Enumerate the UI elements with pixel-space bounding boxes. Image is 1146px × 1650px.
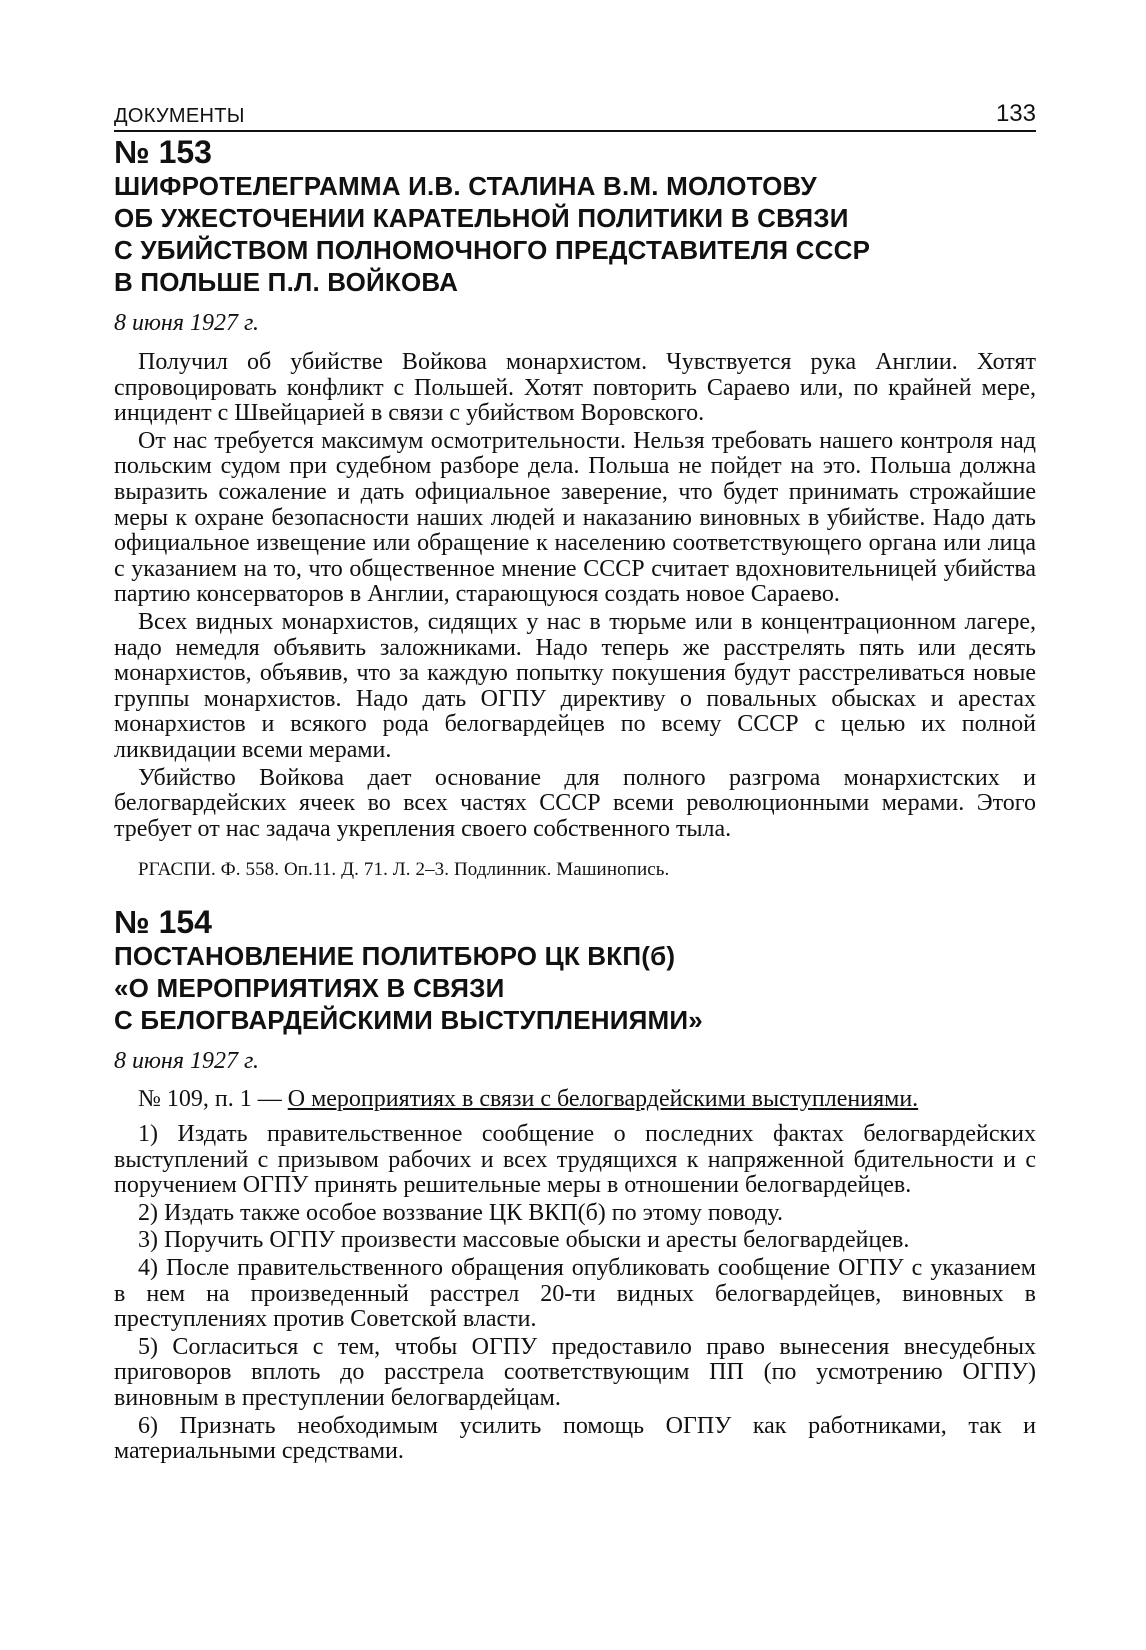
title-line: С БЕЛОГВАРДЕЙСКИМИ ВЫСТУПЛЕНИЯМИ» xyxy=(114,1005,703,1035)
body-paragraph: От нас требуется максимум осмотрительности. Нельзя требовать нашего контроля над польским судом при судебном разборе дела. Польша не пойдет на это. Польша должна выразить сожаление и дать официальное заверение, что будет принимать строжайшие меры к охране безопасности наших людей и наказанию виновных в убийстве. Надо дать официальное извещение или обращение к населению соответствующего органа или лица с указанием на то, что общественное мнение СССР считает вдохновительницей убийства партию консерваторов в Англии, старающуюся создать новое Сараево. xyxy=(114,427,1036,608)
document-title xyxy=(114,170,1036,298)
archive-source: РГАСПИ. Ф. 558. Оп.11. Д. 71. Л. 2–3. Подлинник. Машинопись. xyxy=(138,859,670,881)
resolution-item: 1) Издать правительственное сообщение о последних фактах белогвардейских выступлений с призывом рабочих и всех трудящихся к напряженной бдительности и с поручением ОГПУ принять решительные меры в отношении белогвардейцев. xyxy=(114,1121,1036,1199)
document-date: 8 июня 1927 г. xyxy=(114,1048,260,1074)
agenda-line xyxy=(114,1086,1036,1112)
agenda-title: О мероприятиях в связи с белогвардейскими выступлениями. xyxy=(287,1086,919,1112)
title-line: ОБ УЖЕСТОЧЕНИИ КАРАТЕЛЬНОЙ ПОЛИТИКИ В СВЯЗИ xyxy=(114,203,849,233)
resolution-item: 3) Поручить ОГПУ произвести массовые обыски и аресты белогвардейцев. xyxy=(138,1227,910,1254)
document-154 xyxy=(114,904,1036,1465)
resolution-item: 2) Издать также особое воззвание ЦК ВКП(б) по этому поводу. xyxy=(138,1199,783,1226)
page-number: 133 xyxy=(995,100,1036,127)
header-rule xyxy=(114,130,1036,132)
document-number: № 153 xyxy=(114,134,212,170)
document-153 xyxy=(114,134,1036,882)
document-date: 8 июня 1927 г. xyxy=(114,310,260,336)
document-body xyxy=(114,350,1036,842)
body-paragraph: Получил об убийстве Войкова монархистом. Чувствуется рука Англии. Хотят спровоцировать конфликт с Польшей. Хотят повторить Сараево или, по крайней мере, инцидент с Швейцарией в связи с убийством Воровского. xyxy=(114,349,1036,427)
title-line: ШИФРОТЕЛЕГРАММА И.В. СТАЛИНА В.М. МОЛОТОВУ xyxy=(114,171,817,201)
body-paragraph: Всех видных монархистов, сидящих у нас в тюрьме или в концентрационном лагере, надо немедля объявить заложниками. Надо теперь же расстрелять пять или десять монархистов, объявив, что за каждую попытку покушения будут расстреливаться новые группы монархистов. Надо дать ОГПУ директиву о повальных обысках и арестах монархистов и всякого рода белогвардейцев по всему СССР с целью их полной ликвидации всеми мерами. xyxy=(114,608,1036,763)
resolution-item: 4) После правительственного обращения опубликовать сообщение ОГПУ с указанием в нем на произведенный расстрел 20-ти видных белогвардейцев, виновных в преступлениях против Советской власти. xyxy=(114,1254,1036,1333)
title-line: В ПОЛЬШЕ П.Л. ВОЙКОВА xyxy=(114,267,459,297)
resolution-item: 6) Признать необходимым усилить помощь ОГПУ как работниками, так и материальными средствами. xyxy=(114,1412,1036,1465)
title-line: С УБИЙСТВОМ ПОЛНОМОЧНОГО ПРЕДСТАВИТЕЛЯ СССР xyxy=(114,235,871,265)
running-head xyxy=(114,100,1036,128)
document-number: № 154 xyxy=(114,904,212,940)
document-title xyxy=(114,940,1036,1036)
title-line: «О МЕРОПРИЯТИЯХ В СВЯЗИ xyxy=(114,973,505,1003)
resolution-item: 5) Согласиться с тем, чтобы ОГПУ предоставило право вынесения внесудебных приговоров вплоть до расстрела соответствующим ПП (по усмотрению ОГПУ) виновным в преступлении белогвардейцам. xyxy=(114,1333,1036,1411)
agenda-prefix: № 109, п. 1 — xyxy=(138,1086,288,1112)
resolution-items xyxy=(114,1122,1036,1465)
running-title: ДОКУМЕНТЫ xyxy=(114,105,245,127)
title-line: ПОСТАНОВЛЕНИЕ ПОЛИТБЮРО ЦК ВКП(б) xyxy=(114,941,676,971)
body-paragraph: Убийство Войкова дает основание для полного разгрома монархистских и белогвардейских ячеек во всех частях СССР всеми революционными мерами. Этого требует от нас задача укрепления своего собственного тыла. xyxy=(114,764,1036,842)
